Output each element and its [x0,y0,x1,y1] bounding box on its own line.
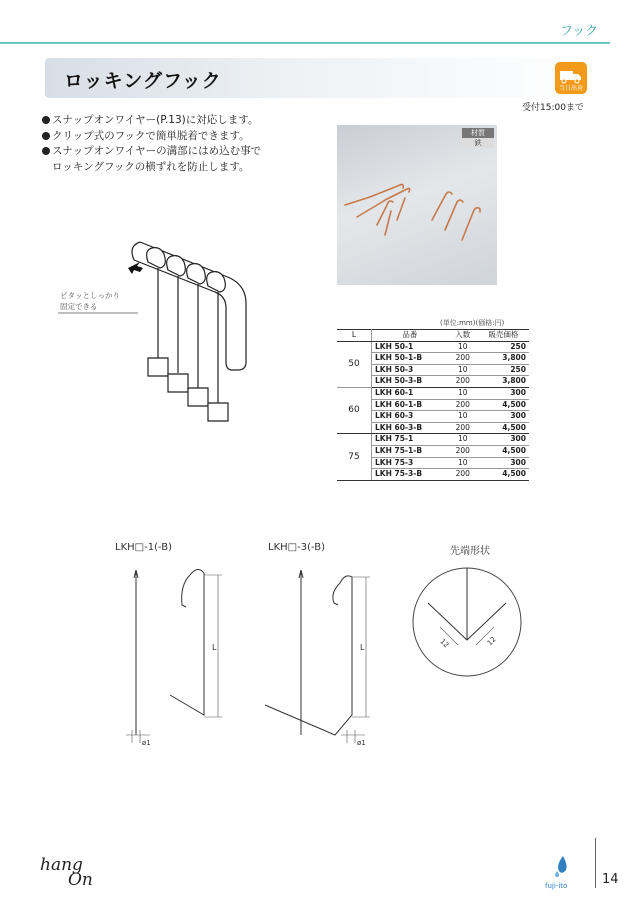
material-value: 鉄 [462,138,494,148]
diagram-label-type1: LKH□-1(-B) [115,542,172,553]
bullet-icon [42,132,50,140]
table-header-row [337,330,529,342]
col-header-code: 品番 [372,330,448,342]
diagram-label-tip: 先端形状 [450,546,490,557]
dim-12-label: 12 [485,635,498,648]
bullet-icon [42,116,50,124]
header-rule [0,42,610,44]
feature-item: クリップ式のフックで簡単脱着できます。 [42,129,261,145]
hang-on-logo-bottom: On [68,870,93,890]
material-label: 材質 [462,128,494,138]
table-row: 75 LKH 75-1 10 300 [337,434,529,446]
footer-divider [595,838,596,888]
diagram-type1 [110,565,250,750]
table-row: LKH 50-3-B 200 3,800 [337,376,529,388]
arrow-icon [128,262,143,274]
badge-label: 当日出荷 [558,85,583,92]
col-header-price: 販売価格 [478,330,529,342]
L-value: 50 [337,341,372,387]
callout-text: ピタッとしっかり 固定できる [60,291,120,311]
company-logo-text: fuji-ito [545,882,568,890]
L-value: 60 [337,387,372,433]
tip-shape-diagram [410,565,525,680]
table-unit-note: (単位:mm)(価格:円) [440,319,505,327]
feature-item: スナップオンワイヤー(P.13)に対応します。 [42,113,261,129]
drop-logo-icon [553,855,569,879]
hook-usage-illustration [120,228,260,428]
L-value: 75 [337,434,372,480]
table-row: LKH 75-3 10 300 [337,457,529,469]
table-row: 60 LKH 60-1 10 300 [337,387,529,399]
table-row: LKH 50-3 10 250 [337,364,529,376]
diagram-type3 [255,565,395,750]
table-row: LKH 50-1-B 200 3,800 [337,353,529,365]
dim-phi-label: ø1 [142,739,151,747]
dim-L-label: L [360,643,365,652]
order-deadline: 受付15:00まで [522,103,584,113]
col-header-L: L [337,330,372,342]
table-row: LKH 75-1-B 200 4,500 [337,445,529,457]
diagram-label-type3: LKH□-3(-B) [268,542,325,553]
feature-item: スナップオンワイヤーの溝部にはめ込む事で [42,144,261,160]
same-day-shipping-badge [555,62,587,94]
callout-leader [58,310,138,316]
page-title: ロッキングフック [64,70,222,92]
table-row: LKH 60-3 10 300 [337,411,529,423]
dim-L-label: L [212,643,217,652]
spec-table [337,329,529,481]
hang-on-logo-top: hang [40,855,83,875]
feature-list [42,113,261,175]
product-photo [337,125,497,285]
table-row: LKH 60-3-B 200 4,500 [337,422,529,434]
hooks-photo-illustration [337,125,497,285]
bullet-icon [42,147,50,155]
feature-item: ロッキングフックの横ずれを防止します。 [52,160,250,173]
col-header-qty: 入数 [448,330,478,342]
dim-12-label: 12 [438,637,451,650]
table-row: LKH 75-3-B 200 4,500 [337,469,529,481]
category-label: フック [560,24,599,39]
table-row: LKH 60-1-B 200 4,500 [337,399,529,411]
page-number: 14 [602,872,619,887]
table-row: 50 LKH 50-1 10 250 [337,341,529,353]
dim-phi-label: ø1 [357,739,366,747]
